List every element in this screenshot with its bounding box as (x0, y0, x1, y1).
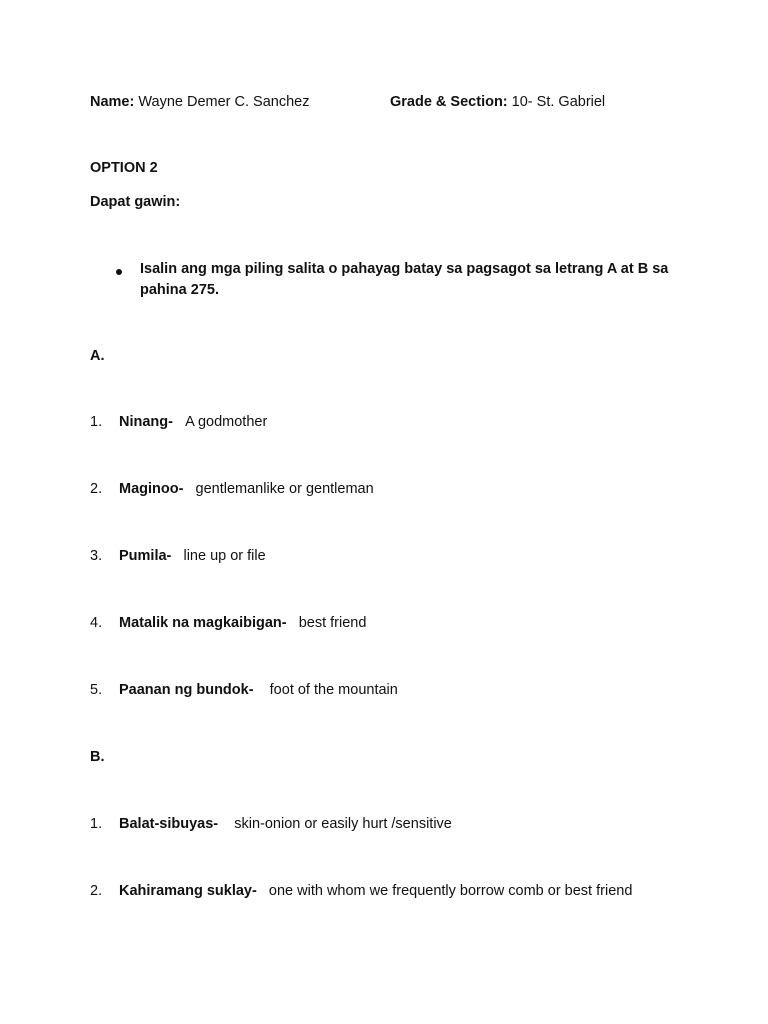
item-term: Kahiramang suklay- (119, 883, 257, 899)
item-meaning: A godmother (185, 414, 268, 430)
bullet-icon (116, 269, 122, 275)
item-number: 1. (90, 414, 103, 430)
item-number: 3. (90, 548, 103, 564)
item-meaning: one with whom we frequently borrow comb or best friend (268, 883, 633, 899)
option-title: OPTION 2 (90, 160, 158, 176)
list-item (90, 682, 398, 698)
item-term: Pumila- (119, 548, 172, 564)
name-label: Name: (90, 94, 135, 110)
item-number: 2. (90, 481, 103, 497)
grade-section-field (390, 94, 605, 110)
item-meaning: best friend (298, 615, 367, 631)
list-item (90, 816, 452, 832)
grade-section-label: Grade & Section: (390, 94, 508, 110)
name-value: Wayne Demer C. Sanchez (138, 94, 310, 110)
item-meaning: gentlemanlike or gentleman (195, 481, 374, 497)
item-term: Maginoo- (119, 481, 184, 497)
list-item (90, 548, 266, 564)
section-a-label: A. (90, 348, 105, 364)
grade-section-value: 10- St. Gabriel (511, 94, 606, 110)
name-field (90, 94, 309, 110)
list-item (90, 615, 366, 631)
item-number: 2. (90, 883, 103, 899)
list-item (90, 883, 632, 899)
list-item (90, 481, 374, 497)
item-number: 1. (90, 816, 103, 832)
list-item (90, 414, 267, 430)
instruction-text: Isalin ang mga piling salita o pahayag batay sa pagsagot sa letrang A at B sa pahina 275. (140, 261, 669, 298)
item-term: Ninang- (119, 414, 173, 430)
item-term: Balat-sibuyas- (119, 816, 219, 832)
instructions-label: Dapat gawin: (90, 194, 181, 210)
item-term: Matalik na magkaibigan- (119, 615, 287, 631)
item-meaning: skin-onion or easily hurt /sensitive (234, 816, 452, 832)
item-number: 5. (90, 682, 103, 698)
item-number: 4. (90, 615, 103, 631)
section-b-label: B. (90, 749, 105, 765)
item-meaning: line up or file (183, 548, 266, 564)
item-term: Paanan ng bundok- (119, 682, 254, 698)
item-meaning: foot of the mountain (269, 682, 398, 698)
